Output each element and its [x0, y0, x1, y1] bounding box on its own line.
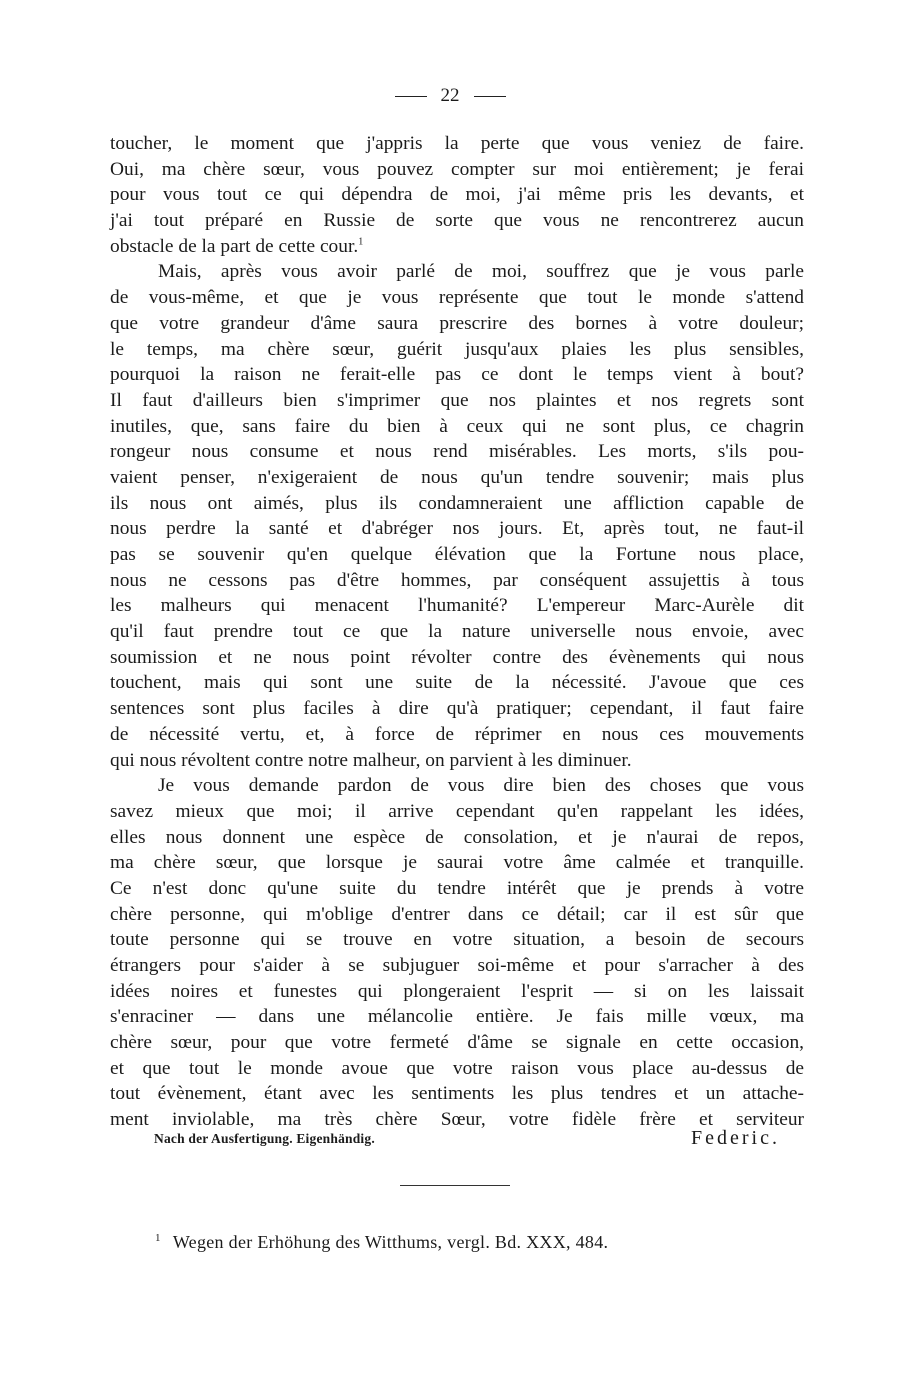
body-line: j'ai tout préparé en Russie de sorte que vous ne rencontrerez aucun [110, 210, 804, 232]
body-line: qui nous révoltent contre notre malheur, on parvient à les diminuer. [110, 749, 632, 771]
body-line: vaient penser, n'exigeraient de nous qu'un tendre souvenir; mais plus [110, 466, 804, 488]
body-line: ma chère sœur, que lorsque je saurai votre âme calmée et tranquille. [110, 852, 804, 874]
footnote-text: Wegen der Erhöhung des Witthums, vergl. Bd. XXX, 484. [172, 1232, 609, 1252]
body-line: pour vous tout ce qui dépendra de moi, j'ai même pris les devants, et [110, 184, 804, 206]
body-line: pourquoi la raison ne ferait-elle pas ce dont le temps vient à bout? [110, 364, 804, 386]
body-line: Oui, ma chère sœur, vous pouvez compter sur moi entièrement; je ferai [110, 158, 804, 180]
body-line: chère sœur, pour que votre fermeté d'âme se signale en cette occasion, [110, 1032, 804, 1054]
body-line: Il faut d'ailleurs bien s'imprimer que nos plaintes et nos regrets sont [110, 389, 804, 411]
body-line: inutiles, que, sans faire du bien à ceux qui ne sont plus, ce chagrin [110, 415, 804, 437]
body-line: nous perdre la santé et d'abréger nos jours. Et, après tout, ne faut-il [110, 518, 804, 540]
footnote-reference: 1 [358, 236, 364, 248]
body-line: toucher, le moment que j'appris la perte que vous veniez de faire. [110, 133, 804, 154]
body-line: elles nous donnent une espèce de consolation, et je n'aurai de repos, [110, 826, 804, 848]
page-number: 22 [440, 85, 460, 106]
body-line: qu'il faut prendre tout ce que la nature universelle nous envoie, avec [110, 621, 804, 643]
body-line-text: obstacle de la part de cette cour. [110, 235, 359, 257]
body-line: nous ne cessons pas d'être hommes, par conséquent assujettis à tous [110, 569, 804, 591]
body-line: tout évènement, étant avec les sentiments les plus tendres et un attache- [110, 1083, 804, 1105]
body-line: étrangers pour s'aider à se subjuguer soi-même et pour s'arracher à des [110, 955, 804, 976]
header-dash-right [474, 96, 506, 97]
body-line: s'enraciner — dans une mélancolie entière. Je fais mille vœux, ma [110, 1006, 804, 1028]
body-line: savez mieux que moi; il arrive cependant qu'en rappelant les idées, [110, 800, 804, 822]
header-dash-left [395, 96, 427, 97]
body-line: de nécessité vertu, et, à force de réprimer en nous ces mouvements [110, 723, 804, 745]
body-line-with-footnote [110, 234, 804, 260]
body-line: Ce n'est donc qu'une suite du tendre intérêt que je prends à votre [110, 877, 804, 899]
body-line: pas se souvenir qu'en quelque élévation que la Fortune nous place, [110, 544, 804, 565]
body-line: toute personne qui se trouve en votre situation, a besoin de secours [110, 929, 804, 951]
body-line: les malheurs qui menacent l'humanité? L'empereur Marc-Aurèle dit [110, 595, 804, 617]
footnote [155, 1232, 608, 1253]
body-line: et que tout le monde avoue que votre raison vous place au-dessus de [110, 1057, 804, 1079]
body-line: ils nous ont aimés, plus ils condamneraient une affliction capable de [110, 492, 804, 514]
body-line: de vous-même, et que je vous représente que tout le monde s'attend [110, 287, 804, 309]
body-line: ment inviolable, ma très chère Sœur, votre fidèle frère et serviteur [110, 1109, 804, 1131]
signature-row [154, 1127, 780, 1157]
body-line: que votre grandeur d'âme saura prescrire des bornes à votre douleur; [110, 312, 804, 334]
body-line: Je vous demande pardon de vous dire bien des choses que vous [158, 775, 804, 797]
body-line: idées noires et funestes qui plongeraient l'esprit — si on les laissait [110, 980, 804, 1002]
body-line: le temps, ma chère sœur, guérit jusqu'aux plaies les plus sensibles, [110, 338, 804, 360]
footnote-divider [400, 1185, 510, 1186]
signature: Federic. [691, 1127, 780, 1149]
body-line: sentences sont plus faciles à dire qu'à pratiquer; cependant, il faut faire [110, 698, 804, 720]
body-line: soumission et ne nous point révolter contre des évènements qui nous [110, 646, 804, 668]
letter-body [110, 131, 804, 1133]
body-line: rongeur nous consume et nous rend misérables. Les morts, s'ils pou- [110, 441, 804, 463]
source-note: Nach der Ausfertigung. Eigenhändig. [154, 1131, 375, 1146]
body-line: Mais, après vous avoir parlé de moi, souffrez que je vous parle [158, 261, 804, 283]
body-line: touchent, mais qui sont une suite de la nécessité. J'avoue que ces [110, 672, 804, 694]
footnote-number: 1 [155, 1232, 161, 1244]
page-header [0, 84, 900, 108]
body-line: chère personne, qui m'oblige d'entrer dans ce détail; car il est sûr que [110, 903, 804, 925]
